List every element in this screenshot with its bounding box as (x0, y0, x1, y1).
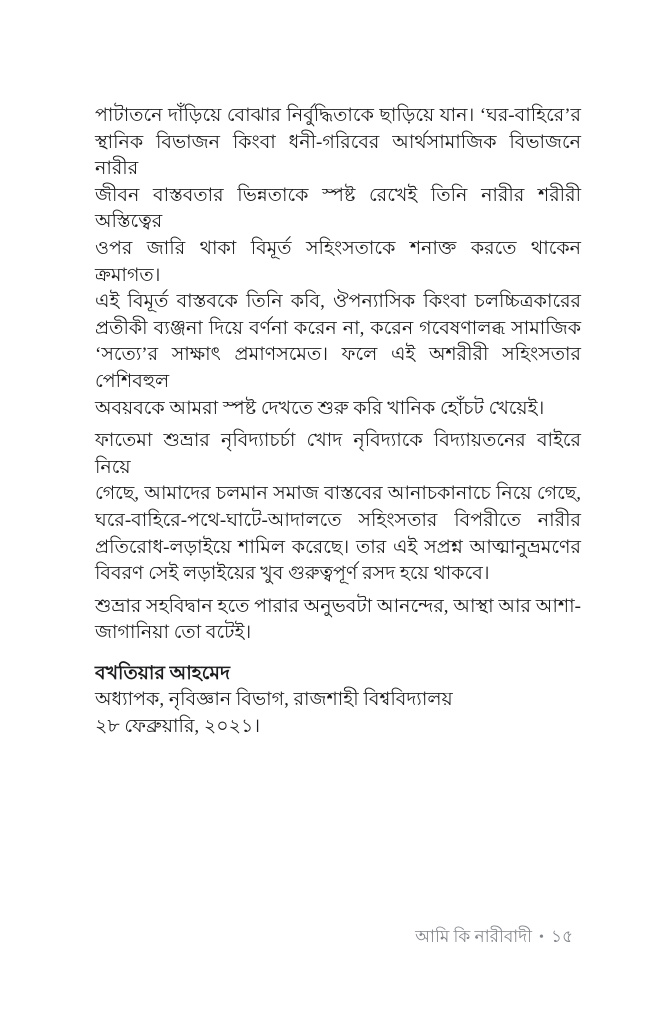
text-line: শুভ্রার সহবিদ্বান হতে পারার অনুভবটা আনন্দের, আস্থা আর আশা- (95, 595, 581, 617)
body-text (95, 103, 581, 647)
text-line: ওপর জারি থাকা বিমূর্ত সহিংসতাকে শনাক্ত করতে থাকেন ক্রমাগত। (95, 237, 581, 286)
text-line: প্রতীকী ব্যঞ্জনা দিয়ে বর্ণনা করেন না, করেন গবেষণালব্ধ সামাজিক (95, 317, 581, 339)
signature-name: বখতিয়ার আহমেদ (95, 662, 230, 684)
signature-block (95, 661, 581, 741)
footer-book-title: আমি কি নারীবাদী (415, 927, 533, 946)
text-line: এই বিমূর্ত বাস্তবকে তিনি কবি, ঔপন্যাসিক কিংবা চলচ্চিত্রকারের (95, 291, 581, 313)
text-line: গেছে, আমাদের চলমান সমাজ বাস্তবের আনাচকানাচে নিয়ে গেছে, (95, 483, 581, 505)
footer-bullet-icon: • (539, 930, 544, 945)
text-line: স্থানিক বিভাজন কিংবা ধনী-গরিবের আর্থসামাজিক বিভাজনে নারীর (95, 131, 581, 180)
text-line: পাটাতনে দাঁড়িয়ে বোঝার নির্বুদ্ধিতাকে ছাড়িয়ে যান। ‘ঘর-বাহিরে’র (95, 105, 581, 126)
signature-affiliation: অধ্যাপক, নৃবিজ্ঞান বিভাগ, রাজশাহী বিশ্ববিদ্যালয় (95, 689, 453, 711)
paragraph (95, 428, 581, 588)
page-footer (415, 926, 573, 948)
text-line: প্রতিরোধ-লড়াইয়ে শামিল করেছে। তার এই সপ্রশ্ন আত্মানুভ্রমণের (95, 536, 581, 558)
page-body (95, 103, 581, 747)
text-line: জীবন বাস্তবতার ভিন্নতাকে স্পষ্ট রেখেই তিনি নারীর শরীরী অস্তিত্বের (95, 184, 581, 233)
paragraph (95, 594, 581, 647)
text-line: জাগানিয়া তো বটেই। (95, 622, 252, 644)
paragraph (95, 103, 581, 422)
footer-page-number: ১৫ (550, 927, 573, 946)
signature-date: ২৮ ফেব্রুয়ারি, ২০২১। (95, 716, 261, 738)
text-line: ঘরে-বাহিরে-পথে-ঘাটে-আদালতে সহিংসতার বিপরীতে নারীর (95, 509, 581, 531)
text-line: ‘সত্যে’র সাক্ষাৎ প্রমাণসমেত। ফলে এই অশরীরী সহিংসতার পেশিবহুল (95, 344, 581, 392)
text-line: অবয়বকে আমরা স্পষ্ট দেখতে শুরু করি খানিক হোঁচট খেয়েই। (95, 397, 545, 419)
text-line: ফাতেমা শুভ্রার নৃবিদ্যাচর্চা খোদ নৃবিদ্যাকে বিদ্যায়তনের বাইরে নিয়ে (95, 430, 581, 478)
text-line: বিবরণ সেই লড়াইয়ের খুব গুরুত্বপূর্ণ রসদ হয়ে থাকবে। (95, 563, 490, 585)
